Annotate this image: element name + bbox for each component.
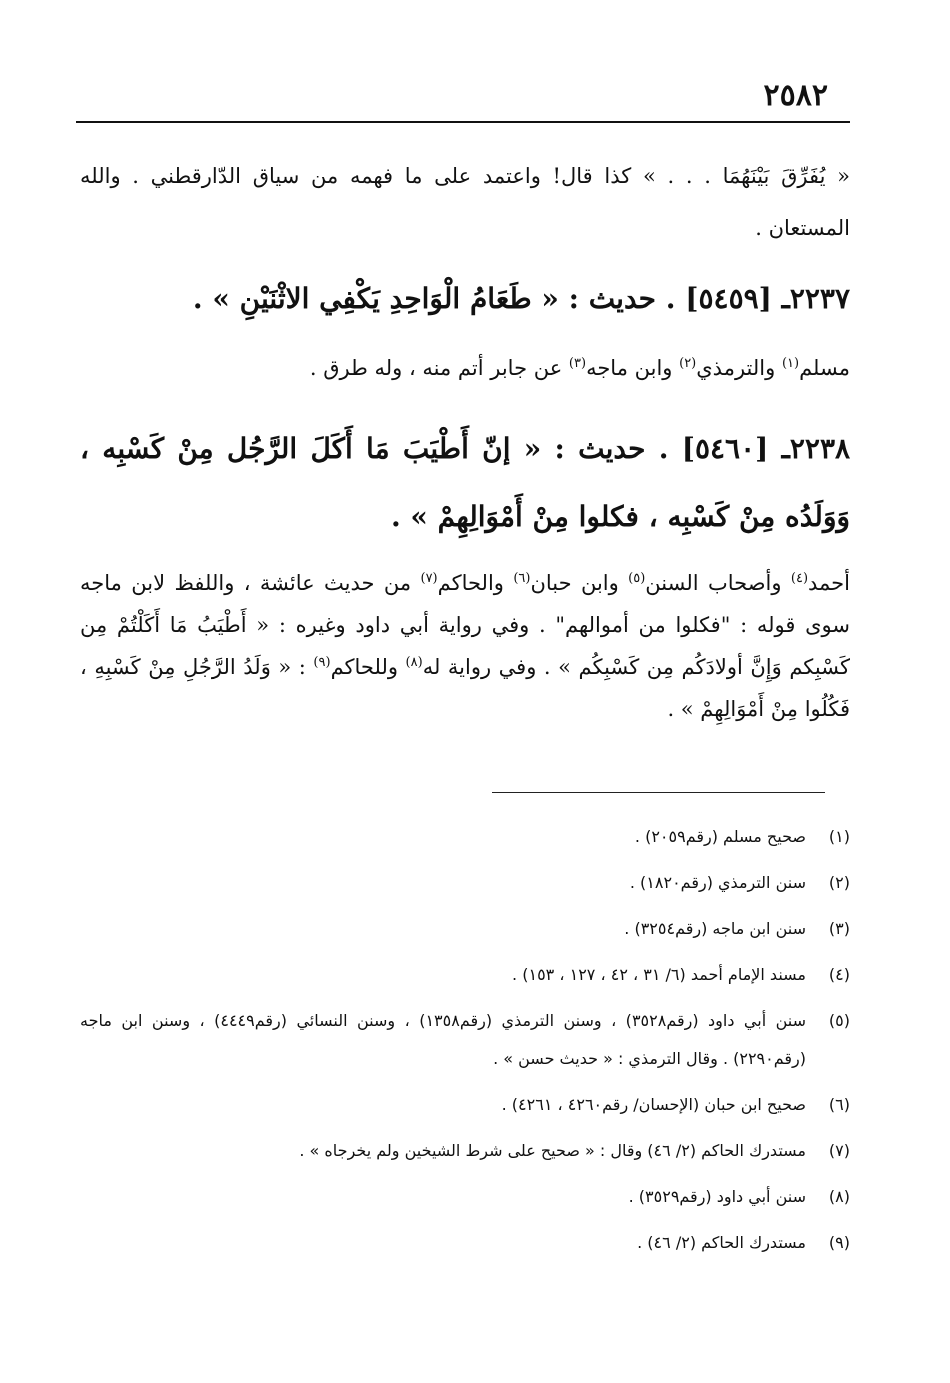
- footnote-ref[interactable]: (٧): [420, 571, 438, 586]
- source-text: وللحاكم: [330, 655, 406, 679]
- footnote-item: [80, 1002, 850, 1078]
- footnote-text: صحيح ابن حبان (الإحسان/ رقم٤٢٦٠ ، ٤٢٦١) .: [501, 1095, 806, 1114]
- intro-paragraph: « يُفَرِّقَ بَيْنَهُمَا . . . » كذا قال! واعتمد على ما فهمه من سياق الدّارقطني . والله المستعان .: [80, 164, 850, 240]
- footnote-text: سنن الترمذي (رقم١٨٢٠) .: [629, 873, 806, 892]
- hadith-2238-heading: ٢٢٣٨ـ [٥٤٦٠] . حديث : « إنّ أَطْيَبَ مَا أَكَلَ الرَّجُل مِنْ كَسْبِه ، وَوَلَدُه مِنْ كَسْبِه ، فكلوا مِنْ أَمْوَالِهِمْ » .: [80, 432, 851, 533]
- footnote-item: [80, 1086, 850, 1124]
- page-number: ٢٥٨٢: [763, 78, 828, 113]
- footnote-item: [80, 1224, 850, 1262]
- footnote-ref[interactable]: (٨): [405, 655, 423, 670]
- footnote-number: (٨): [828, 1187, 850, 1206]
- footnote-ref[interactable]: (٥): [628, 571, 646, 586]
- source-text: وفي رواية له: [422, 655, 544, 679]
- footnote-ref[interactable]: (٩): [313, 655, 331, 670]
- footnote-text: مسند الإمام أحمد (٦/ ٣١ ، ٤٢ ، ١٢٧ ، ١٥٣) .: [512, 965, 806, 984]
- footnote-text: مستدرك الحاكم (٢/ ٤٦) .: [637, 1233, 806, 1252]
- source-text: والحاكم: [437, 571, 514, 595]
- footnote-item: [80, 956, 850, 994]
- footnote-number: (٤): [828, 965, 850, 984]
- hadith-2238-sources: [80, 562, 850, 730]
- source-text: : « وَلَدُ الرَّجُلِ مِنْ كَسْبِهِ ، فَكُلُوا مِنْ أَمْوَالِهِمْ » .: [80, 655, 850, 721]
- footnote-item: [80, 910, 850, 948]
- footnotes-list: [80, 818, 850, 1270]
- source-text: والترمذي: [696, 356, 782, 380]
- footnote-ref[interactable]: (٦): [513, 571, 531, 586]
- footnote-text: سنن ابن ماجه (رقم٣٢٥٤) .: [624, 919, 806, 938]
- footnote-divider: [492, 792, 825, 793]
- footnote-item: [80, 1178, 850, 1216]
- source-text: وابن ماجه: [586, 356, 680, 380]
- footnote-item: [80, 818, 850, 856]
- footnote-number: (١): [828, 827, 850, 846]
- footnote-number: (٧): [828, 1141, 850, 1160]
- source-text: مسلم: [799, 356, 850, 380]
- hadith-2237-sources: [80, 348, 850, 388]
- footnote-number: (٥): [828, 1011, 850, 1030]
- source-text: من حديث عائشة ، واللفظ لابن ماجه سوى قوله : "فكلوا من أموالهم" . وفي رواية أبي داود وغيره : « أَطْيَبُ مَا أَكَلْتُمْ مِن كَسْبِكم وَإِنَّ أولادَكُم مِن كَسْبِكُم » .: [80, 571, 850, 679]
- source-text: وابن حبان: [530, 571, 629, 595]
- footnote-text: صحيح مسلم (رقم٢٠٥٩) .: [634, 827, 806, 846]
- source-text: عن جابر أتم منه ، وله طرق .: [309, 356, 569, 380]
- header-divider: [76, 121, 850, 123]
- footnote-ref[interactable]: (٤): [790, 571, 809, 586]
- footnote-text: مستدرك الحاكم (٢/ ٤٦) وقال : « صحيح على شرط الشيخين ولم يخرجاه » .: [299, 1141, 806, 1160]
- footnote-text: سنن أبي داود (رقم٣٥٢٨) ، وسنن الترمذي (رقم١٣٥٨) ، وسنن النسائي (رقم٤٤٤٩) ، وسنن ابن ماجه (رقم٢٢٩٠) . وقال الترمذي : « حديث حسن » .: [80, 1011, 807, 1068]
- footnote-item: [80, 1132, 850, 1170]
- hadith-2237-heading: ٢٢٣٧ـ [٥٤٥٩] . حديث : « طَعَامُ الْوَاحِدِ يَكْفِي الاثْنَيْنِ » .: [192, 282, 850, 315]
- footnote-ref[interactable]: (٢): [679, 356, 697, 371]
- footnote-number: (٢): [828, 873, 850, 892]
- footnote-ref[interactable]: (١): [781, 356, 800, 371]
- source-text: وأصحاب السنن: [645, 571, 791, 595]
- footnote-text: سنن أبي داود (رقم٣٥٢٩) .: [628, 1187, 806, 1206]
- footnote-number: (٩): [828, 1233, 850, 1252]
- footnote-number: (٣): [828, 919, 850, 938]
- footnote-ref[interactable]: (٣): [568, 356, 587, 371]
- footnote-item: [80, 864, 850, 902]
- footnote-number: (٦): [828, 1095, 850, 1114]
- source-text: أحمد: [808, 571, 850, 595]
